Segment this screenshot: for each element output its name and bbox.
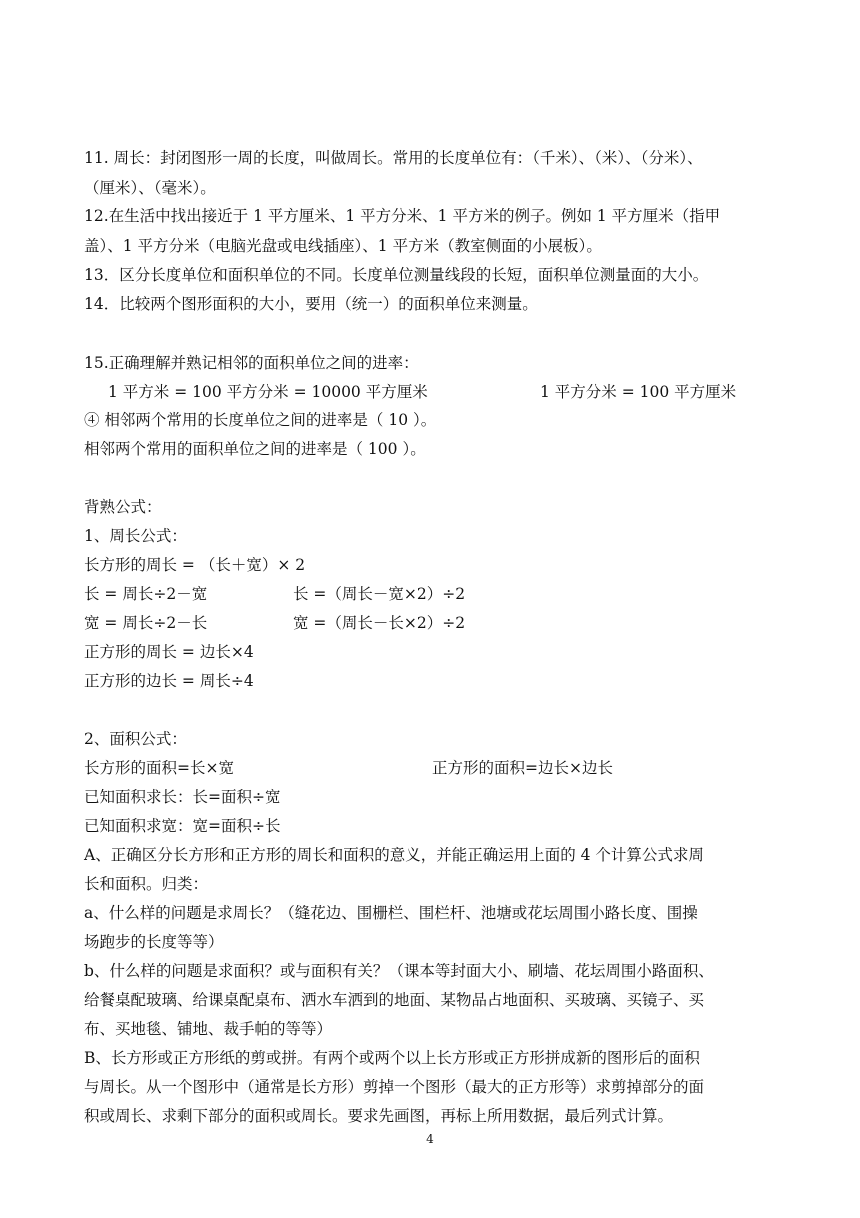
- question-b-line-1: b、什么样的问题是求面积？或与面积有关？（课本等封面大小、刷墙、花坛周围小路面积、: [84, 962, 714, 980]
- rect-perimeter-formula: 长方形的周长 = （长＋宽）× 2: [84, 556, 306, 574]
- page-number: 4: [426, 1132, 434, 1146]
- note-a-line-2: 长和面积。归类：: [84, 875, 209, 893]
- area-rate-dm2: 1 平方分米 = 100 平方厘米: [540, 383, 737, 401]
- question-a-line-2: 场跑步的长度等等）: [84, 933, 224, 951]
- length-formula-1: 长 = 周长÷2－宽: [84, 585, 208, 603]
- note-a-line-1: A、正确区分长方形和正方形的周长和面积的意义，并能正确运用上面的 4 个计算公式求周: [84, 846, 704, 864]
- note-b-line-1: B、长方形或正方形纸的剪或拼。有两个或两个以上长方形或正方形拼成新的图形后的面积: [84, 1049, 700, 1067]
- square-area-formula: 正方形的面积=边长×边长: [432, 759, 613, 777]
- note-b-line-2: 与周长。从一个图形中（通常是长方形）剪掉一个图形（最大的正方形等）求剪掉部分的面: [84, 1078, 705, 1096]
- question-a-line-1: a、什么样的问题是求周长？（缝花边、围栅栏、围栏杆、池塘或花坛周围小路长度、围操: [84, 904, 698, 922]
- find-width-formula: 已知面积求宽：宽=面积÷长: [84, 817, 281, 835]
- area-rate-m2: 1 平方米 = 100 平方分米 = 10000 平方厘米: [108, 383, 428, 401]
- item-11-line-1: 11. 周长：封闭图形一周的长度，叫做周长。常用的长度单位有：（千米）、（米）、（分米）、: [84, 149, 703, 167]
- square-side-formula: 正方形的边长 = 周长÷4: [84, 672, 254, 690]
- item-15: 15.正确理解并熟记相邻的面积单位之间的进率：: [84, 354, 419, 372]
- area-formula-title: 2、面积公式：: [84, 730, 187, 748]
- item-12-line-1: 12.在生活中找出接近于 1 平方厘米、1 平方分米、1 平方米的例子。例如 1 平方厘米（指甲: [84, 207, 721, 225]
- item-12-line-2: 盖）、1 平方分米（电脑光盘或电线插座）、1 平方米（教室侧面的小展板）。: [84, 237, 602, 255]
- note-b-line-3: 积或周长、求剩下部分的面积或周长。要求先画图，再标上所用数据，最后列式计算。: [84, 1107, 674, 1125]
- item-11-line-2: （厘米）、（毫米）。: [84, 179, 216, 197]
- item-13: 13．区分长度单位和面积单位的不同。长度单位测量线段的长短，面积单位测量面的大小。: [84, 266, 709, 284]
- square-perimeter-formula: 正方形的周长 = 边长×4: [84, 643, 254, 661]
- length-formula-2: 长 =（周长－宽×2）÷2: [293, 585, 466, 603]
- width-formula-2: 宽 =（周长－长×2）÷2: [293, 614, 466, 632]
- width-formula-1: 宽 = 周长÷2－长: [84, 614, 208, 632]
- length-rate-note: ④ 相邻两个常用的长度单位之间的进率是（ 10 ）。: [84, 411, 437, 429]
- perimeter-formula-title: 1、周长公式：: [84, 527, 187, 545]
- formulas-heading: 背熟公式：: [84, 498, 162, 516]
- area-rate-note: 相邻两个常用的面积单位之间的进率是（ 100 ）。: [84, 440, 426, 458]
- question-b-line-2: 给餐桌配玻璃、给课桌配桌布、洒水车洒到的地面、某物品占地面积、买玻璃、买镜子、买: [84, 991, 705, 1009]
- rect-area-formula: 长方形的面积=长×宽: [84, 759, 234, 777]
- item-14: 14．比较两个图形面积的大小，要用（统一）的面积单位来测量。: [84, 295, 538, 313]
- find-length-formula: 已知面积求长：长=面积÷宽: [84, 788, 281, 806]
- question-b-line-3: 布、买地毯、铺地、裁手帕的等等）: [84, 1020, 333, 1038]
